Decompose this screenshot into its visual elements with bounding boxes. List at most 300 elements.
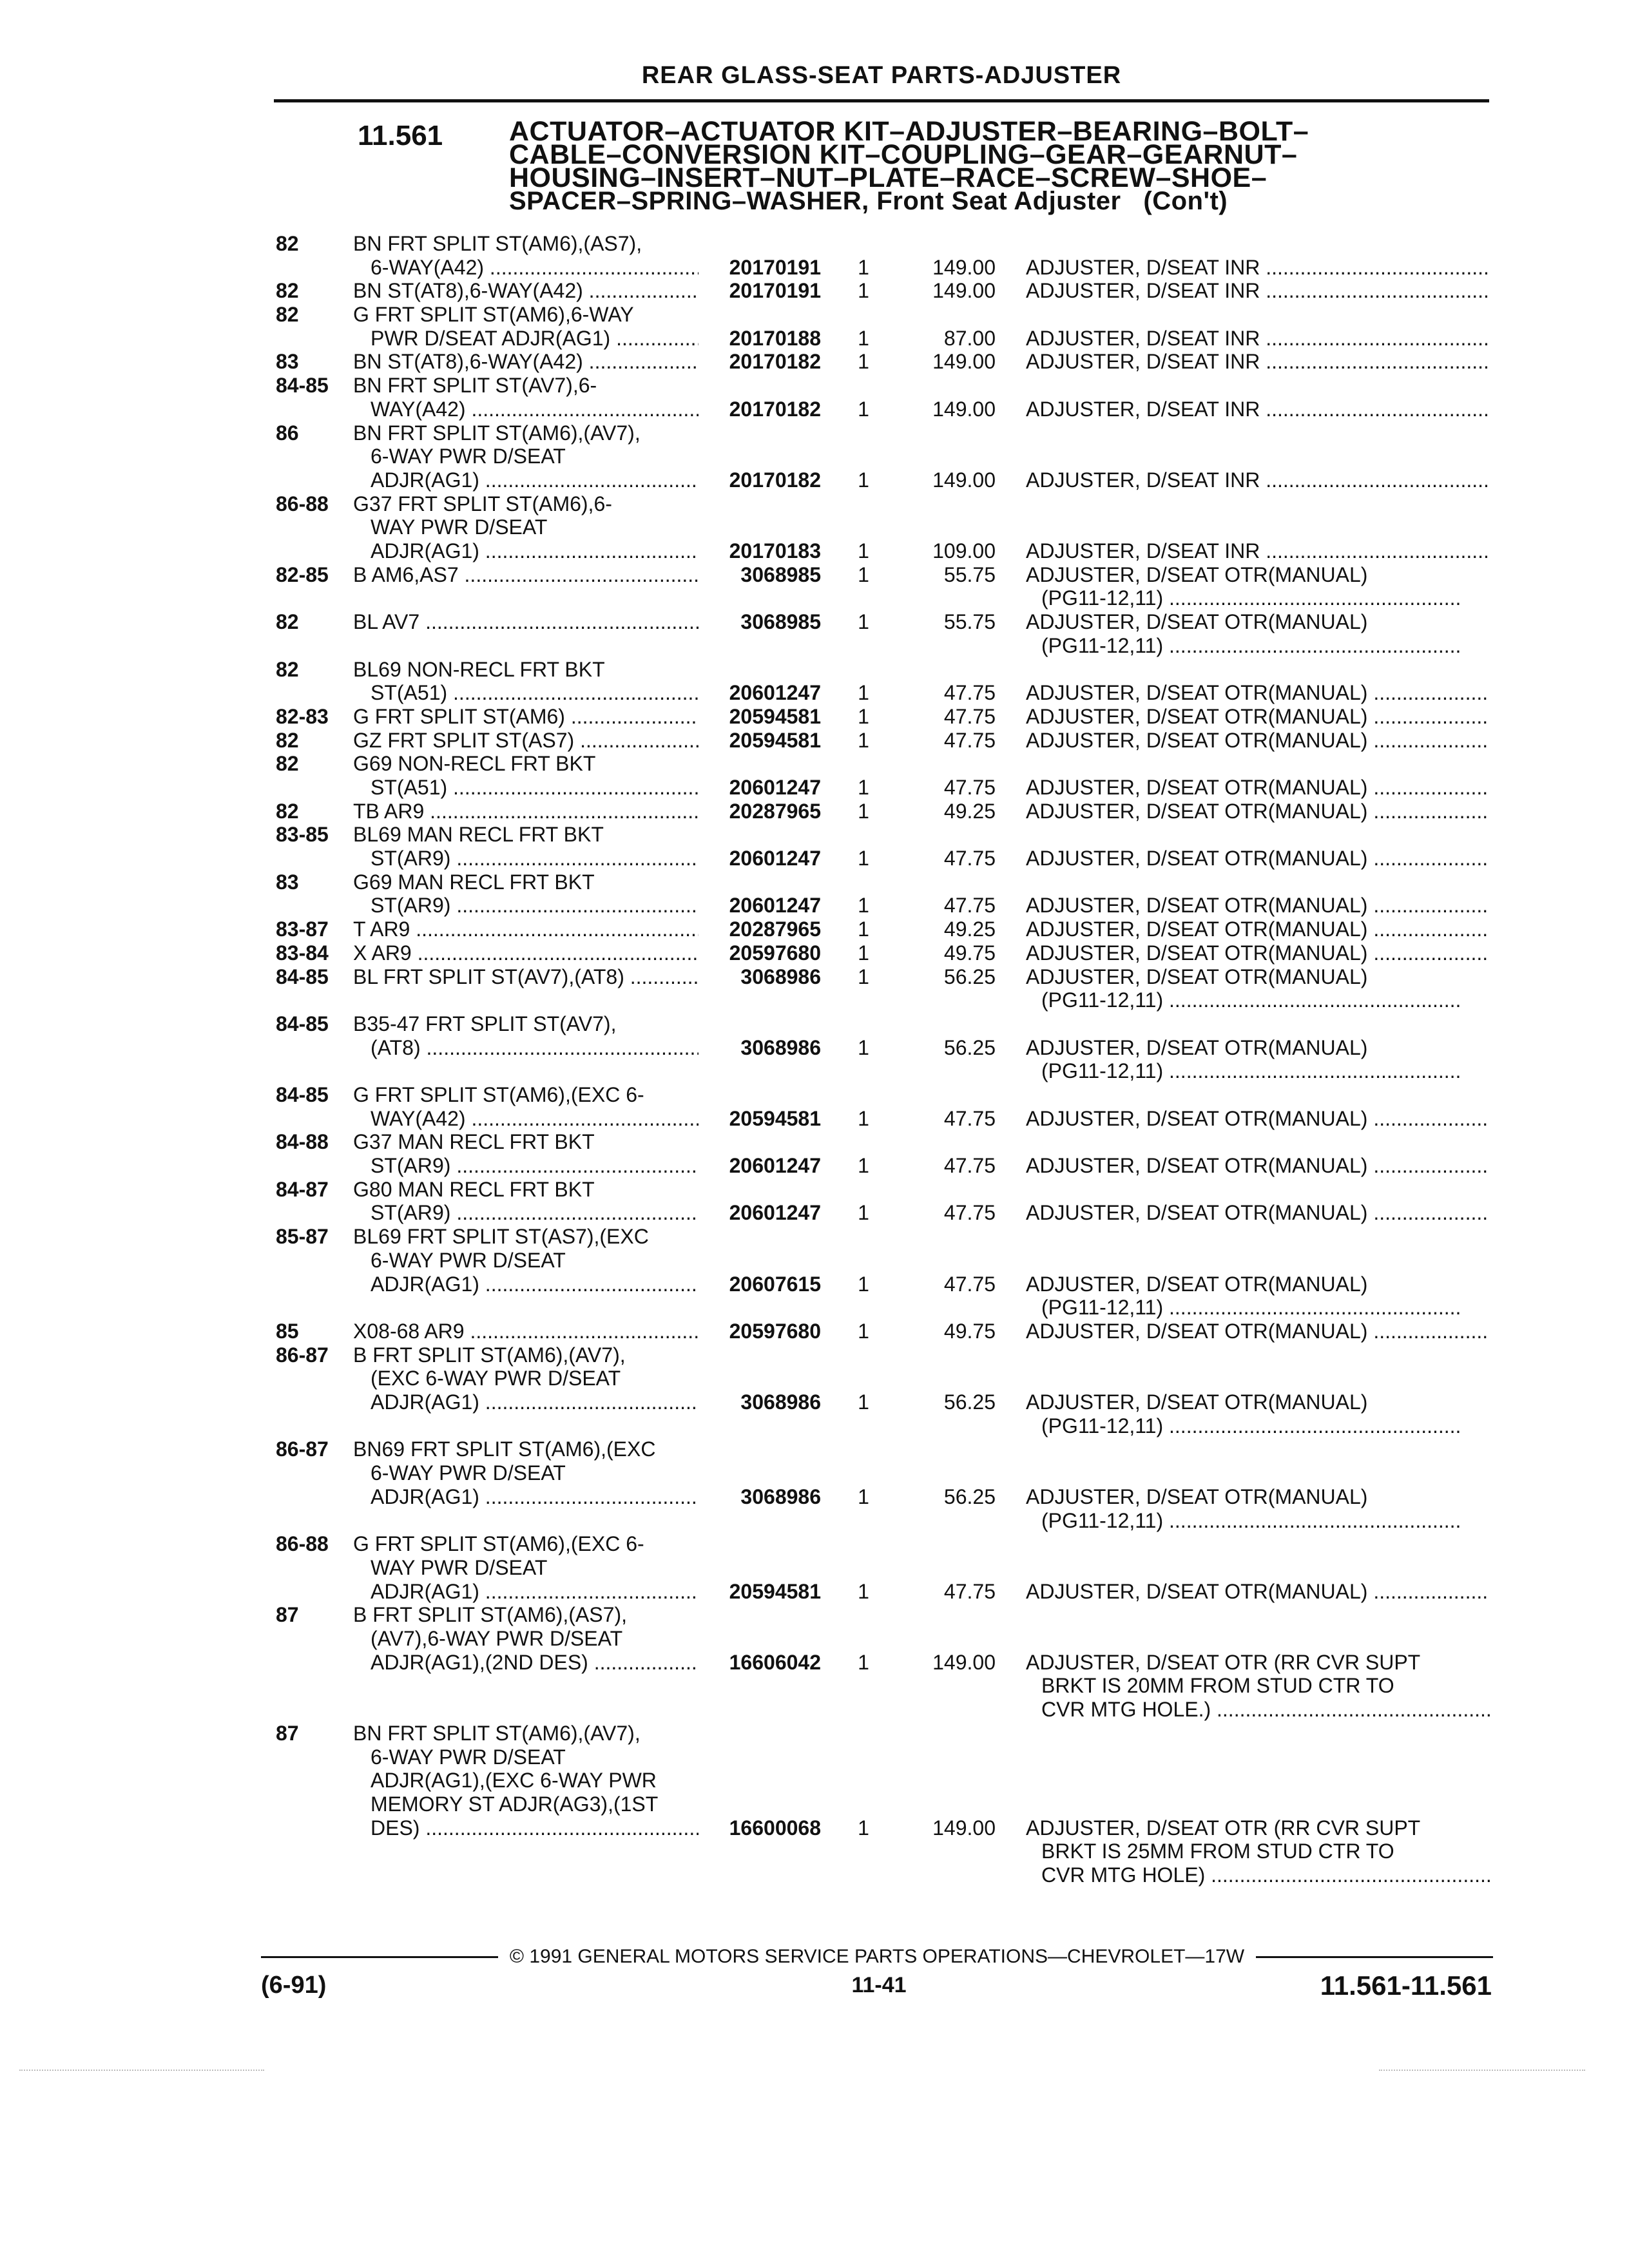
- list-price: 47.75: [943, 681, 996, 705]
- application-description: [353, 965, 699, 989]
- description-line: BN ST(AT8),6-WAY(A42) .....: [353, 279, 699, 303]
- list-price: 55.75: [943, 562, 996, 586]
- part-name-line: ADJUSTER, D/SEAT OTR(MANUAL) .....: [1026, 847, 1490, 870]
- model-year: 84-85: [276, 374, 329, 398]
- description-line: WAY PWR D/SEAT: [371, 515, 548, 539]
- part-name: [1026, 776, 1490, 800]
- description-line: 6-WAY PWR D/SEAT: [371, 1745, 566, 1769]
- part-name: [1026, 279, 1490, 303]
- model-year: 84-85: [276, 1083, 329, 1106]
- part-number: 16606042: [702, 1651, 821, 1675]
- application-description: [353, 823, 699, 870]
- part-number: 20607615: [702, 1273, 821, 1296]
- part-name-line: ADJUSTER, D/SEAT INR .....: [1026, 468, 1490, 492]
- part-name: [1026, 1651, 1490, 1722]
- description-line: BL FRT SPLIT ST(AV7),(AT8) .....: [353, 965, 699, 989]
- model-year: 83: [276, 870, 299, 894]
- quantity: 1: [858, 1390, 869, 1414]
- table-row: [0, 563, 1629, 610]
- part-number: 3068986: [702, 965, 821, 989]
- part-number: 3068985: [702, 610, 821, 634]
- table-row: [0, 965, 1629, 1012]
- part-name: [1026, 1390, 1490, 1437]
- description-line: T AR9 .....: [353, 918, 699, 941]
- model-year: 87: [276, 1721, 299, 1745]
- list-price: 149.00: [932, 279, 996, 303]
- application-description: [353, 279, 699, 303]
- list-price: 149.00: [932, 1650, 996, 1674]
- part-name: [1026, 539, 1490, 563]
- model-year: 83-87: [276, 918, 329, 941]
- quantity: 1: [858, 681, 869, 705]
- description-line: BL69 NON-RECL FRT BKT: [353, 657, 605, 681]
- description-line: WAY PWR D/SEAT: [371, 1555, 548, 1579]
- application-description: [353, 752, 699, 799]
- part-name-line: (PG11-12,11) .....: [1026, 1509, 1490, 1533]
- application-description: [353, 1532, 699, 1603]
- part-name-line: ADJUSTER, D/SEAT INR .....: [1026, 398, 1490, 421]
- description-line: ADJR(AG1),(EXC 6-WAY PWR: [371, 1769, 657, 1792]
- table-row: [0, 729, 1629, 753]
- description-line: ADJR(AG1) .....: [353, 1273, 699, 1296]
- quantity: 1: [858, 894, 869, 918]
- part-name-line: CVR MTG HOLE.) .....: [1026, 1698, 1490, 1722]
- part-number: 20287965: [702, 800, 821, 823]
- group-title-line: ACTUATOR–ACTUATOR KIT–ADJUSTER–BEARING–BOLT–: [509, 116, 1309, 147]
- quantity: 1: [858, 397, 869, 421]
- list-price: 56.25: [943, 1035, 996, 1059]
- description-line: (AT8) .....: [353, 1036, 699, 1060]
- part-name: [1026, 1036, 1490, 1083]
- application-description: [353, 1083, 699, 1130]
- application-description: [353, 350, 699, 374]
- description-line: ST(AR9) .....: [353, 894, 699, 918]
- quantity: 1: [858, 918, 869, 941]
- part-name: [1026, 563, 1490, 610]
- list-price: 149.00: [932, 397, 996, 421]
- description-line: G FRT SPLIT ST(AM6) .....: [353, 705, 699, 729]
- application-description: [353, 1012, 699, 1059]
- list-price: 47.75: [943, 1154, 996, 1178]
- part-number: 20170191: [702, 256, 821, 280]
- table-row: [0, 918, 1629, 941]
- part-name: [1026, 1816, 1490, 1887]
- header-rule: [274, 99, 1489, 102]
- part-name-line: ADJUSTER, D/SEAT OTR(MANUAL) .....: [1026, 1580, 1490, 1604]
- part-name-line: (PG11-12,11) .....: [1026, 988, 1490, 1012]
- table-row: [0, 1722, 1629, 1887]
- part-number: 20170188: [702, 327, 821, 351]
- list-price: 49.75: [943, 941, 996, 965]
- list-price: 47.75: [943, 1201, 996, 1225]
- description-line: WAY(A42) .....: [353, 1107, 699, 1131]
- page-header-title: REAR GLASS-SEAT PARTS-ADJUSTER: [641, 62, 1122, 89]
- part-name-line: ADJUSTER, D/SEAT INR .....: [1026, 327, 1490, 351]
- table-row: [0, 492, 1629, 563]
- description-line: X08-68 AR9 .....: [353, 1320, 699, 1343]
- description-line: WAY(A42) .....: [353, 398, 699, 421]
- description-line: ST(A51) .....: [353, 681, 699, 705]
- description-line: BN ST(AT8),6-WAY(A42) .....: [353, 350, 699, 374]
- part-name: [1026, 1485, 1490, 1532]
- table-row: [0, 1083, 1629, 1130]
- part-name: [1026, 1273, 1490, 1320]
- footer-rule-right: [1256, 1956, 1493, 1958]
- model-year: 82: [276, 799, 299, 823]
- description-line: BN FRT SPLIT ST(AM6),(AV7),: [353, 421, 641, 445]
- part-name-line: ADJUSTER, D/SEAT OTR(MANUAL): [1026, 562, 1368, 586]
- parts-list: [0, 232, 1629, 1887]
- table-row: [0, 1343, 1629, 1438]
- model-year: 82: [276, 728, 299, 752]
- part-number: 20601247: [702, 776, 821, 800]
- application-description: [353, 610, 699, 634]
- table-row: [0, 870, 1629, 918]
- group-title-line: HOUSING–INSERT–NUT–PLATE–RACE–SCREW–SHOE–: [509, 162, 1268, 193]
- group-title: [509, 116, 1443, 215]
- description-line: PWR D/SEAT ADJR(AG1) .....: [353, 327, 699, 351]
- description-line: BL69 MAN RECL FRT BKT: [353, 823, 604, 847]
- model-year: 83-85: [276, 823, 329, 847]
- list-price: 49.25: [943, 799, 996, 823]
- description-line: G37 FRT SPLIT ST(AM6),6-: [353, 492, 612, 515]
- part-name-line: ADJUSTER, D/SEAT OTR(MANUAL) .....: [1026, 941, 1490, 965]
- list-price: 47.75: [943, 1272, 996, 1296]
- scan-specks: [19, 2070, 264, 2072]
- description-line: G FRT SPLIT ST(AM6),(EXC 6-: [353, 1532, 644, 1556]
- model-year: 85-87: [276, 1225, 329, 1249]
- description-line: ST(AR9) .....: [353, 1154, 699, 1178]
- description-line: ADJR(AG1) .....: [353, 1580, 699, 1604]
- part-name: [1026, 327, 1490, 351]
- application-description: [353, 870, 699, 918]
- quantity: 1: [858, 1319, 869, 1343]
- part-name: [1026, 1107, 1490, 1131]
- description-line: BN FRT SPLIT ST(AM6),(AS7),: [353, 232, 642, 255]
- list-price: 56.25: [943, 1485, 996, 1508]
- quantity: 1: [858, 279, 869, 303]
- description-line: G FRT SPLIT ST(AM6),(EXC 6-: [353, 1083, 644, 1106]
- application-description: [353, 1225, 699, 1296]
- list-price: 56.25: [943, 965, 996, 988]
- quantity: 1: [858, 610, 869, 634]
- application-description: [353, 729, 699, 753]
- list-price: 87.00: [943, 326, 996, 350]
- quantity: 1: [858, 1035, 869, 1059]
- table-row: [0, 1437, 1629, 1532]
- description-line: ADJR(AG1) .....: [353, 1485, 699, 1509]
- application-description: [353, 1437, 699, 1508]
- model-year: 85: [276, 1319, 299, 1343]
- application-description: [353, 1320, 699, 1343]
- table-row: [0, 374, 1629, 421]
- part-number: 20601247: [702, 894, 821, 918]
- part-number: 20170191: [702, 279, 821, 303]
- part-name-line: (PG11-12,11) .....: [1026, 1414, 1490, 1438]
- part-name: [1026, 1154, 1490, 1178]
- application-description: [353, 232, 699, 279]
- model-year: 86: [276, 421, 299, 445]
- quantity: 1: [858, 468, 869, 492]
- part-name: [1026, 1201, 1490, 1225]
- table-row: [0, 610, 1629, 657]
- table-row: [0, 1130, 1629, 1177]
- description-line: ST(AR9) .....: [353, 847, 699, 870]
- part-number: 20597680: [702, 941, 821, 965]
- part-name: [1026, 1580, 1490, 1604]
- model-year: 84-87: [276, 1177, 329, 1201]
- model-year: 86-88: [276, 492, 329, 515]
- part-name: [1026, 847, 1490, 870]
- description-line: ADJR(AG1) .....: [353, 468, 699, 492]
- part-name: [1026, 681, 1490, 705]
- description-line: 6-WAY PWR D/SEAT: [371, 1461, 566, 1485]
- part-name-line: ADJUSTER, D/SEAT OTR(MANUAL): [1026, 610, 1368, 634]
- model-year: 82: [276, 752, 299, 776]
- model-year: 82: [276, 279, 299, 303]
- list-price: 149.00: [932, 350, 996, 374]
- quantity: 1: [858, 941, 869, 965]
- quantity: 1: [858, 255, 869, 279]
- part-number: 3068986: [702, 1036, 821, 1060]
- part-name-line: ADJUSTER, D/SEAT OTR(MANUAL) .....: [1026, 800, 1490, 823]
- part-name: [1026, 918, 1490, 941]
- footer-copyright-text: © 1991 GENERAL MOTORS SERVICE PARTS OPERATIONS—CHEVROLET—17W: [509, 1946, 1245, 1967]
- part-name: [1026, 800, 1490, 823]
- description-line: 6-WAY PWR D/SEAT: [371, 1248, 566, 1272]
- part-name-line: ADJUSTER, D/SEAT OTR(MANUAL): [1026, 965, 1368, 988]
- part-number: 20601247: [702, 681, 821, 705]
- description-line: B AM6,AS7 .....: [353, 563, 699, 587]
- table-row: [0, 421, 1629, 492]
- part-name-line: ADJUSTER, D/SEAT INR .....: [1026, 256, 1490, 280]
- part-number: 3068986: [702, 1485, 821, 1509]
- part-name-line: ADJUSTER, D/SEAT OTR(MANUAL): [1026, 1272, 1368, 1296]
- quantity: 1: [858, 1154, 869, 1178]
- description-line: B FRT SPLIT ST(AM6),(AS7),: [353, 1603, 627, 1627]
- quantity: 1: [858, 847, 869, 870]
- part-name-line: ADJUSTER, D/SEAT OTR(MANUAL) .....: [1026, 1320, 1490, 1343]
- part-number: 20594581: [702, 729, 821, 753]
- model-year: 83: [276, 350, 299, 374]
- model-year: 87: [276, 1603, 299, 1627]
- description-line: B FRT SPLIT ST(AM6),(AV7),: [353, 1343, 626, 1367]
- table-row: [0, 1178, 1629, 1225]
- application-description: [353, 705, 699, 729]
- model-year: 86-88: [276, 1532, 329, 1556]
- description-line: DES) .....: [353, 1816, 699, 1840]
- model-year: 82: [276, 657, 299, 681]
- part-name-line: (PG11-12,11) .....: [1026, 1059, 1490, 1083]
- description-line: G80 MAN RECL FRT BKT: [353, 1177, 595, 1201]
- description-line: BL AV7 .....: [353, 610, 699, 634]
- part-number: 3068985: [702, 563, 821, 587]
- part-name: [1026, 1320, 1490, 1343]
- description-line: G69 MAN RECL FRT BKT: [353, 870, 595, 894]
- description-line: 6-WAY PWR D/SEAT: [371, 445, 566, 468]
- list-price: 55.75: [943, 610, 996, 634]
- part-number: 20170182: [702, 398, 821, 421]
- list-price: 49.25: [943, 918, 996, 941]
- part-name-line: CVR MTG HOLE) .....: [1026, 1863, 1490, 1887]
- quantity: 1: [858, 350, 869, 374]
- part-name: [1026, 894, 1490, 918]
- part-name-line: (PG11-12,11) .....: [1026, 586, 1490, 610]
- description-line: TB AR9 .....: [353, 800, 699, 823]
- group-title-line: CABLE–CONVERSION KIT–COUPLING–GEAR–GEARNUT–: [509, 139, 1298, 170]
- table-row: [0, 1320, 1629, 1343]
- application-description: [353, 1722, 699, 1840]
- description-line: BL69 FRT SPLIT ST(AS7),(EXC: [353, 1225, 649, 1249]
- model-year: 84-88: [276, 1130, 329, 1154]
- part-name-line: (PG11-12,11) .....: [1026, 634, 1490, 658]
- application-description: [353, 374, 699, 421]
- quantity: 1: [858, 1272, 869, 1296]
- model-year: 82-85: [276, 562, 329, 586]
- model-year: 82-83: [276, 704, 329, 728]
- part-name-line: ADJUSTER, D/SEAT OTR(MANUAL) .....: [1026, 894, 1490, 918]
- table-row: [0, 279, 1629, 303]
- part-name-line: (PG11-12,11) .....: [1026, 1296, 1490, 1320]
- part-name-line: ADJUSTER, D/SEAT INR .....: [1026, 539, 1490, 563]
- description-line: G FRT SPLIT ST(AM6),6-WAY: [353, 303, 634, 327]
- description-line: (AV7),6-WAY PWR D/SEAT: [371, 1627, 623, 1651]
- model-year: 86-87: [276, 1437, 329, 1461]
- part-name: [1026, 965, 1490, 1012]
- list-price: 149.00: [932, 468, 996, 492]
- description-line: X AR9 .....: [353, 941, 699, 965]
- model-year: 84-85: [276, 965, 329, 988]
- group-title-line: SPACER–SPRING–WASHER, Front Seat Adjuster: [509, 187, 1121, 215]
- table-row: [0, 350, 1629, 374]
- description-line: ST(AR9) .....: [353, 1201, 699, 1225]
- quantity: 1: [858, 539, 869, 563]
- part-name: [1026, 256, 1490, 280]
- application-description: [353, 303, 699, 350]
- description-line: BN FRT SPLIT ST(AM6),(AV7),: [353, 1721, 641, 1745]
- quantity: 1: [858, 1106, 869, 1130]
- table-row: [0, 941, 1629, 965]
- part-name: [1026, 468, 1490, 492]
- application-description: [353, 1603, 699, 1674]
- list-price: 149.00: [932, 1816, 996, 1840]
- model-year: 82: [276, 303, 299, 327]
- description-line: B35-47 FRT SPLIT ST(AV7),: [353, 1012, 617, 1035]
- part-name-line: ADJUSTER, D/SEAT OTR (RR CVR SUPT: [1026, 1650, 1421, 1674]
- part-name-line: ADJUSTER, D/SEAT OTR(MANUAL): [1026, 1485, 1368, 1508]
- quantity: 1: [858, 562, 869, 586]
- application-description: [353, 421, 699, 492]
- part-name: [1026, 941, 1490, 965]
- table-row: [0, 658, 1629, 705]
- model-year: 84-85: [276, 1012, 329, 1035]
- description-line: 6-WAY(A42) .....: [353, 256, 699, 280]
- table-row: [0, 823, 1629, 870]
- list-price: 47.75: [943, 728, 996, 752]
- part-name: [1026, 350, 1490, 374]
- list-price: 56.25: [943, 1390, 996, 1414]
- table-row: [0, 1225, 1629, 1320]
- application-description: [353, 1343, 699, 1414]
- model-year: 82: [276, 610, 299, 634]
- part-name: [1026, 610, 1490, 657]
- quantity: 1: [858, 799, 869, 823]
- table-row: [0, 1012, 1629, 1083]
- part-name-line: ADJUSTER, D/SEAT OTR(MANUAL) .....: [1026, 729, 1490, 753]
- application-description: [353, 1178, 699, 1225]
- description-line: MEMORY ST ADJR(AG3),(1ST: [371, 1792, 659, 1816]
- group-title-last-line: [509, 189, 1443, 213]
- part-name-line: BRKT IS 25MM FROM STUD CTR TO: [1041, 1840, 1394, 1863]
- application-description: [353, 941, 699, 965]
- part-number: 20170183: [702, 539, 821, 563]
- part-name-line: ADJUSTER, D/SEAT OTR(MANUAL) .....: [1026, 1107, 1490, 1131]
- part-name-line: ADJUSTER, D/SEAT INR .....: [1026, 279, 1490, 303]
- quantity: 1: [858, 704, 869, 728]
- quantity: 1: [858, 1816, 869, 1840]
- list-price: 47.75: [943, 1579, 996, 1603]
- part-name: [1026, 729, 1490, 753]
- description-line: ADJR(AG1) .....: [353, 1390, 699, 1414]
- list-price: 109.00: [932, 539, 996, 563]
- part-name-line: ADJUSTER, D/SEAT OTR(MANUAL) .....: [1026, 1154, 1490, 1178]
- description-line: G37 MAN RECL FRT BKT: [353, 1130, 595, 1154]
- description-line: G69 NON-RECL FRT BKT: [353, 752, 596, 776]
- part-number: 20170182: [702, 350, 821, 374]
- continued-label: (Con't): [1143, 187, 1228, 215]
- part-name-line: ADJUSTER, D/SEAT OTR(MANUAL) .....: [1026, 776, 1490, 800]
- list-price: 149.00: [932, 255, 996, 279]
- list-price: 49.75: [943, 1319, 996, 1343]
- list-price: 47.75: [943, 1106, 996, 1130]
- description-line: (EXC 6-WAY PWR D/SEAT: [371, 1367, 621, 1390]
- application-description: [353, 1130, 699, 1177]
- group-code: 11.561: [358, 120, 443, 151]
- part-number: 20170182: [702, 468, 821, 492]
- list-price: 47.75: [943, 894, 996, 918]
- part-name: [1026, 705, 1490, 729]
- footer-copyright: [261, 1946, 1493, 1968]
- list-price: 47.75: [943, 847, 996, 870]
- description-line: ADJR(AG1) .....: [353, 539, 699, 563]
- part-number: 20594581: [702, 705, 821, 729]
- part-number: 20594581: [702, 1107, 821, 1131]
- quantity: 1: [858, 775, 869, 799]
- part-name-line: ADJUSTER, D/SEAT OTR(MANUAL): [1026, 1035, 1368, 1059]
- part-number: 20601247: [702, 1201, 821, 1225]
- part-number: 20601247: [702, 1154, 821, 1178]
- part-name-line: ADJUSTER, D/SEAT INR .....: [1026, 350, 1490, 374]
- model-year: 86-87: [276, 1343, 329, 1367]
- model-year: 83-84: [276, 941, 329, 965]
- part-name-line: ADJUSTER, D/SEAT OTR(MANUAL) .....: [1026, 681, 1490, 705]
- part-name-line: BRKT IS 20MM FROM STUD CTR TO: [1041, 1674, 1394, 1698]
- part-number: 20594581: [702, 1580, 821, 1604]
- part-name-line: ADJUSTER, D/SEAT OTR(MANUAL) .....: [1026, 705, 1490, 729]
- quantity: 1: [858, 1485, 869, 1508]
- part-number: 3068986: [702, 1390, 821, 1414]
- application-description: [353, 918, 699, 941]
- list-price: 47.75: [943, 775, 996, 799]
- part-name-line: ADJUSTER, D/SEAT OTR(MANUAL) .....: [1026, 918, 1490, 941]
- part-number: 16600068: [702, 1816, 821, 1840]
- part-number: 20597680: [702, 1320, 821, 1343]
- model-year: 82: [276, 232, 299, 255]
- table-row: [0, 303, 1629, 350]
- description-line: GZ FRT SPLIT ST(AS7) .....: [353, 729, 699, 753]
- quantity: 1: [858, 728, 869, 752]
- description-line: BN69 FRT SPLIT ST(AM6),(EXC: [353, 1437, 656, 1461]
